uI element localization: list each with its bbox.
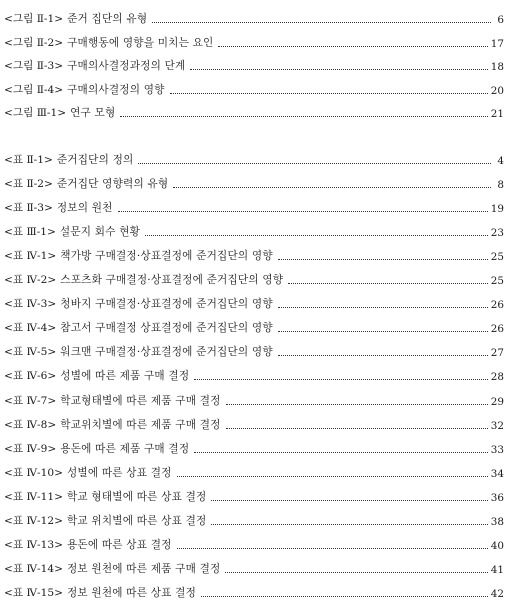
entry-title: 정보의 원천 [56, 202, 113, 215]
dot-leader [177, 476, 488, 477]
entry-label: <표 Ⅳ-9> [4, 442, 57, 455]
table-entry[interactable] [4, 263, 504, 287]
table-entry[interactable] [4, 504, 504, 528]
entry-page-number: 17 [490, 37, 504, 50]
entry-page-number: 21 [490, 107, 504, 120]
entry-title: 학교위치별에 따른 제품 구매 결정 [60, 418, 221, 431]
dot-leader [201, 596, 488, 597]
entry-page-number: 4 [497, 155, 504, 168]
dot-leader [278, 259, 488, 260]
entry-title: 책가방 구매결정·상표결정에 준거집단의 영향 [60, 250, 273, 263]
table-entry[interactable] [4, 432, 504, 456]
entry-title: 학교 형태별에 따른 상표 결정 [67, 490, 207, 503]
table-entry[interactable] [4, 335, 504, 359]
entry-label: <표 Ⅱ-2> [4, 178, 53, 191]
dot-leader [278, 355, 488, 356]
entry-title: 설문지 회수 현황 [59, 226, 141, 239]
entry-label: <표 Ⅳ-1> [4, 250, 57, 263]
entry-label: <그림 Ⅱ-3> [4, 60, 64, 73]
entry-page-number: 42 [490, 587, 504, 600]
table-entry[interactable] [4, 552, 504, 576]
entry-title: 성별에 따른 상표 결정 [67, 466, 172, 479]
table-entry[interactable] [4, 143, 504, 167]
dot-leader [194, 379, 487, 380]
dot-leader [173, 187, 491, 188]
entry-title: 스포츠화 구매결정·상표결정에 준거집단의 영향 [60, 274, 284, 287]
list-of-tables [4, 143, 504, 600]
dot-leader [278, 307, 488, 308]
table-entry[interactable] [4, 311, 504, 335]
entry-label: <표 Ⅳ-4> [4, 322, 57, 335]
entry-page-number: 32 [490, 419, 504, 432]
figure-entry[interactable] [4, 3, 504, 26]
table-entry[interactable] [4, 528, 504, 552]
entry-title: 구매의사결정과정의 단계 [67, 60, 186, 73]
entry-label: <표 Ⅳ-13> [4, 538, 63, 551]
entry-title: 학교형태별에 따른 제품 구매 결정 [60, 394, 221, 407]
entry-label: <표 Ⅳ-8> [4, 418, 57, 431]
table-entry[interactable] [4, 408, 504, 432]
dot-leader [211, 524, 487, 525]
entry-label: <표 Ⅳ-14> [4, 562, 63, 575]
dot-leader [278, 331, 488, 332]
entry-page-number: 6 [497, 14, 504, 27]
entry-label: <표 Ⅳ-6> [4, 370, 57, 383]
table-entry[interactable] [4, 167, 504, 191]
figure-entry[interactable] [4, 73, 504, 96]
dot-leader [288, 283, 488, 284]
table-entry[interactable] [4, 456, 504, 480]
dot-leader [226, 428, 488, 429]
entry-page-number: 41 [490, 563, 504, 576]
entry-page-number: 19 [490, 203, 504, 216]
table-entry[interactable] [4, 480, 504, 504]
entry-title: 성별에 따른 제품 구매 결정 [60, 370, 190, 383]
entry-page-number: 34 [490, 467, 504, 480]
entry-label: <표 Ⅳ-11> [4, 490, 63, 503]
entry-page-number: 29 [490, 395, 504, 408]
dot-leader [194, 452, 487, 453]
entry-label: <표 Ⅳ-5> [4, 346, 57, 359]
dot-leader [211, 500, 487, 501]
entry-title: 연구 모형 [70, 106, 116, 119]
entry-label: <표 Ⅳ-3> [4, 298, 57, 311]
entry-title: 청바지 구매결정·상표결정에 준거집단의 영향 [60, 298, 273, 311]
entry-title: 정보 원천에 따른 제품 구매 결정 [67, 562, 221, 575]
table-entry[interactable] [4, 383, 504, 407]
entry-title: 용돈에 따른 상표 결정 [67, 538, 172, 551]
entry-page-number: 23 [490, 227, 504, 240]
table-entry[interactable] [4, 359, 504, 383]
table-entry[interactable] [4, 287, 504, 311]
entry-title: 준거집단 영향력의 유형 [56, 178, 169, 191]
entry-page-number: 26 [490, 323, 504, 336]
entry-label: <그림 Ⅱ-1> [4, 13, 64, 26]
entry-label: <표 Ⅳ-12> [4, 514, 63, 527]
entry-title: 정보 원천에 따른 상표 결정 [67, 586, 197, 599]
entry-label: <표 Ⅲ-1> [4, 226, 56, 239]
entry-page-number: 25 [490, 251, 504, 264]
entry-page-number: 28 [490, 371, 504, 384]
entry-page-number: 33 [490, 443, 504, 456]
entry-label: <표 Ⅳ-2> [4, 274, 57, 287]
entry-title: 구매행동에 영향을 미치는 요인 [67, 36, 214, 49]
table-entry[interactable] [4, 239, 504, 263]
dot-leader [177, 548, 488, 549]
entry-title: 워크맨 구매결정·상표결정에 준거집단의 영향 [60, 346, 273, 359]
entry-label: <그림 Ⅱ-4> [4, 83, 64, 96]
entry-label: <그림 Ⅱ-2> [4, 36, 64, 49]
entry-label: <표 Ⅳ-15> [4, 586, 63, 599]
figure-entry[interactable] [4, 97, 504, 120]
entry-title: 준거집단의 정의 [56, 154, 134, 167]
table-entry[interactable] [4, 215, 504, 239]
entry-page-number: 8 [497, 179, 504, 192]
dot-leader [225, 572, 487, 573]
entry-label: <표 Ⅳ-10> [4, 466, 63, 479]
dot-leader [152, 22, 491, 23]
entry-label: <표 Ⅱ-3> [4, 202, 53, 215]
dot-leader [190, 69, 487, 70]
entry-title: 학교 위치별에 따른 상표 결정 [67, 514, 207, 527]
entry-page-number: 40 [490, 539, 504, 552]
dot-leader [170, 93, 488, 94]
list-of-figures [4, 3, 504, 120]
entry-label: <표 Ⅱ-1> [4, 154, 53, 167]
entry-label: <표 Ⅳ-7> [4, 394, 57, 407]
dot-leader [218, 46, 487, 47]
entry-page-number: 38 [490, 515, 504, 528]
entry-page-number: 18 [490, 61, 504, 74]
entry-title: 용돈에 따른 제품 구매 결정 [60, 442, 190, 455]
table-entry[interactable] [4, 576, 504, 600]
dot-leader [118, 211, 488, 212]
figure-entry[interactable] [4, 50, 504, 73]
dot-leader [145, 235, 488, 236]
entry-page-number: 27 [490, 347, 504, 360]
entry-title: 준거 집단의 유형 [67, 13, 148, 26]
entry-page-number: 20 [490, 84, 504, 97]
entry-title: 참고서 구매결정 상표결정에 준거집단의 영향 [60, 322, 273, 335]
entry-label: <그림 Ⅲ-1> [4, 106, 67, 119]
entry-page-number: 26 [490, 299, 504, 312]
dot-leader [226, 404, 488, 405]
entry-page-number: 25 [490, 275, 504, 288]
table-entry[interactable] [4, 191, 504, 215]
entry-title: 구매의사결정의 영향 [67, 83, 165, 96]
dot-leader [120, 116, 487, 117]
dot-leader [138, 163, 491, 164]
figure-entry[interactable] [4, 26, 504, 49]
entry-page-number: 36 [490, 491, 504, 504]
